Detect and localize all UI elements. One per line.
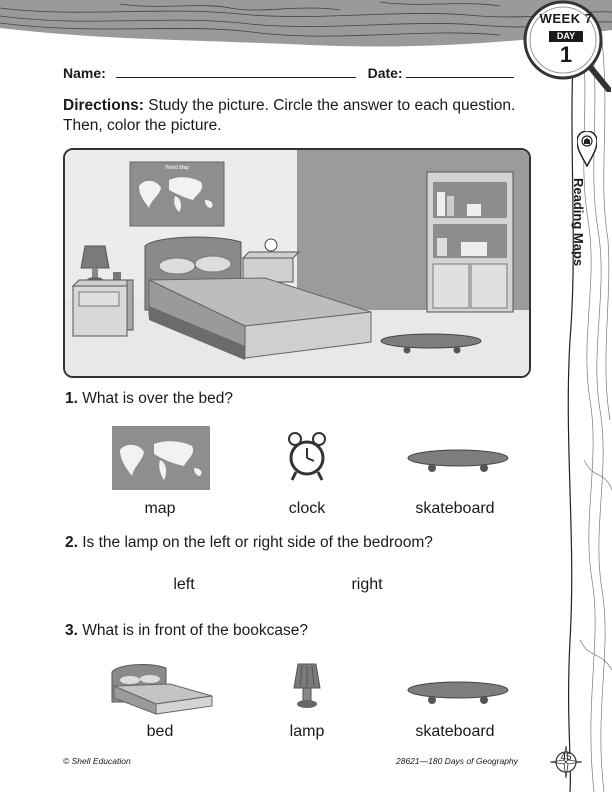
section-title: Reading Maps [571, 178, 586, 267]
directions-text: Study the picture. Circle the answer to each question. Then, color the picture. [63, 97, 516, 134]
page-number: 45 [560, 752, 572, 763]
week-label: WEEK 7 [539, 11, 593, 26]
bookcase-picture [427, 172, 513, 312]
q1-option-clock[interactable]: clock [288, 500, 326, 517]
bedroom-illustration [65, 150, 529, 376]
q1-option-map[interactable]: map [144, 500, 176, 517]
location-pin-icon [577, 131, 597, 167]
directions-label: Directions: [63, 97, 144, 114]
question-3-number: 3. [65, 622, 78, 639]
day-number: 1 [559, 42, 573, 67]
q3-option-lamp[interactable]: lamp [289, 723, 325, 740]
footer-copyright: © Shell Education [63, 756, 131, 766]
bed-icon[interactable] [110, 660, 214, 716]
map-title: World Map [165, 165, 190, 171]
q1-option-skateboard[interactable]: skateboard [415, 500, 495, 517]
day-label: DAY [549, 31, 583, 42]
question-1-text: What is over the bed? [82, 390, 234, 407]
lamp-icon[interactable] [292, 662, 322, 710]
q2-option-right[interactable]: right [351, 576, 383, 593]
q2-option-left[interactable]: left [173, 576, 195, 593]
alarm-clock-icon[interactable] [287, 430, 327, 484]
skateboard-icon[interactable] [406, 680, 510, 706]
question-2-number: 2. [65, 534, 78, 551]
name-label: Name: [63, 65, 106, 81]
name-date-row [63, 64, 514, 81]
name-field[interactable] [116, 64, 356, 78]
q3-option-bed[interactable]: bed [146, 723, 174, 740]
question-3-text: What is in front of the bookcase? [82, 622, 308, 639]
skateboard-icon[interactable] [406, 448, 510, 474]
bedroom-picture [63, 148, 531, 378]
q3-option-skateboard[interactable]: skateboard [415, 723, 495, 740]
date-field[interactable] [406, 64, 514, 78]
date-label: Date: [367, 65, 403, 81]
question-1-number: 1. [65, 390, 78, 407]
question-1 [65, 390, 233, 408]
week-day-badge [528, 11, 604, 66]
map-icon[interactable] [112, 426, 210, 490]
footer-book-title: 28621—180 Days of Geography [396, 756, 518, 766]
question-2-text: Is the lamp on the left or right side of the bedroom? [82, 534, 433, 551]
directions [63, 96, 543, 136]
world-map-picture [130, 162, 224, 226]
question-3 [65, 622, 308, 640]
question-2 [65, 534, 433, 552]
